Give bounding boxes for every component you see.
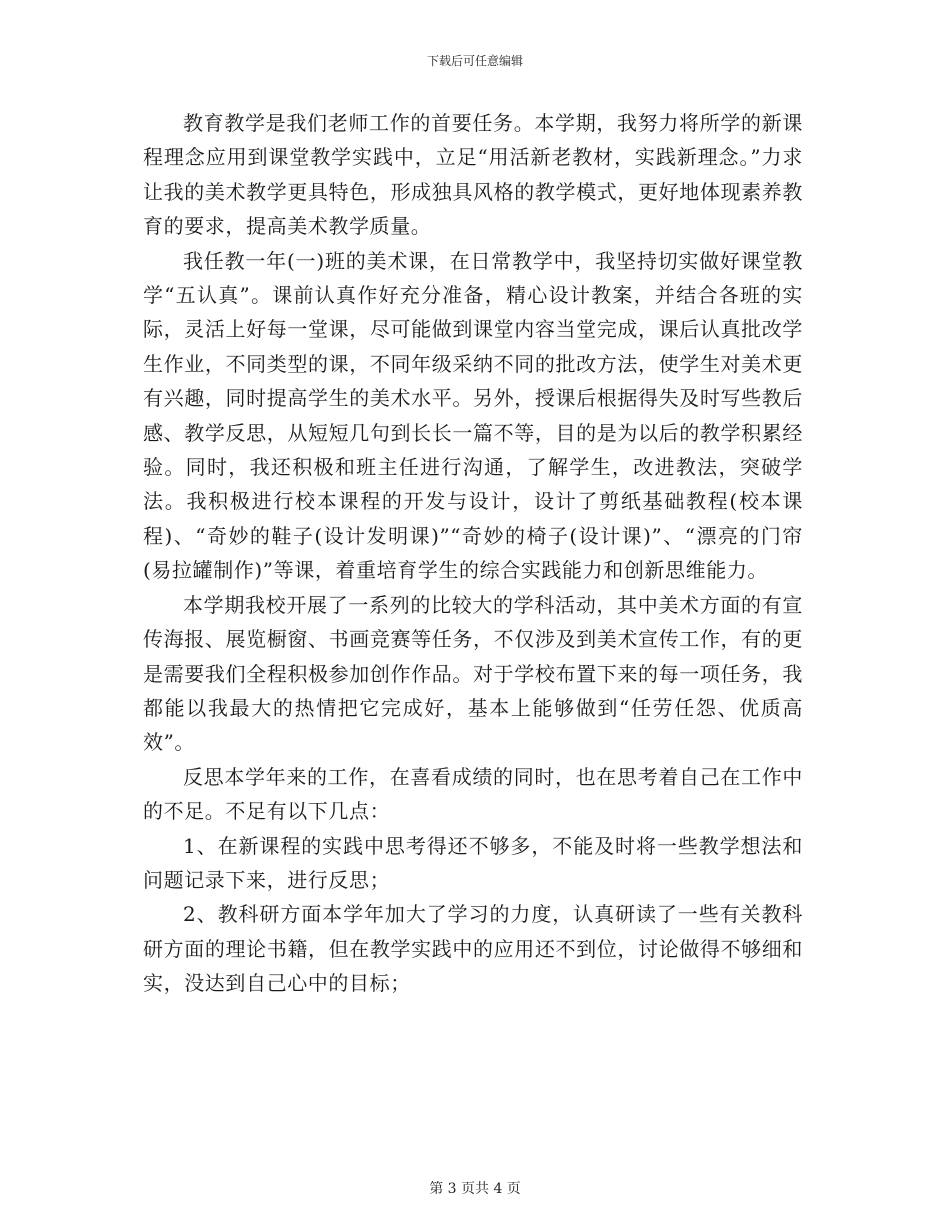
document-body <box>143 106 803 1001</box>
paragraph-2: 我任教一年(一)班的美术课，在日常教学中，我坚持切实做好课堂教学“五认真”。课前认真作好充分准备，精心设计教案，并结合各班的实际，灵活上好每一堂课，尽可能做到课堂内容当堂完成，课后认真批改学生作业，不同类型的课，不同年级采纳不同的批改方法，使学生对美术更有兴趣，同时提高学生的美术水平。另外，授课后根据得失及时写些教后感、教学反思，从短短几句到长长一篇不等，目的是为以后的教学积累经验。同时，我还积极和班主任进行沟通，了解学生，改进教法，突破学法。我积极进行校本课程的开发与设计，设计了剪纸基础教程(校本课程)、“奇妙的鞋子(设计发明课)”“奇妙的椅子(设计课)”、“漂亮的门帘(易拉罐制作)”等课，着重培育学生的综合实践能力和创新思维能力。 <box>143 248 803 583</box>
page-header: 下载后可任意编辑 <box>426 54 523 68</box>
page-footer: 第 3 页共 4 页 <box>429 1181 521 1197</box>
paragraph-5: 1、在新课程的实践中思考得还不够多，不能及时将一些教学想法和问题记录下来，进行反思； <box>143 833 803 892</box>
paragraph-4: 反思本学年来的工作，在喜看成绩的同时，也在思考着自己在工作中的不足。不足有以下几点： <box>143 764 803 824</box>
paragraph-3: 本学期我校开展了一系列的比较大的学科活动，其中美术方面的有宣传海报、展览橱窗、书画竞赛等任务，不仅涉及到美术宣传工作，有的更是需要我们全程积极参加创作作品。对于学校布置下来的每一项任务，我都能以我最大的热情把它完成好，基本上能够做到“任劳任怨、优质高效”。 <box>143 592 803 755</box>
paragraph-1: 教育教学是我们老师工作的首要任务。本学期，我努力将所学的新课程理念应用到课堂教学实践中，立足“用活新老教材，实践新理念。”力求让我的美术教学更具特色，形成独具风格的教学模式，更好地体现素养教育的要求，提高美术教学质量。 <box>143 111 803 239</box>
paragraph-6: 2、教科研方面本学年加大了学习的力度，认真研读了一些有关教科研方面的理论书籍，但在教学实践中的应用还不到位，讨论做得不够细和实，没达到自己心中的目标； <box>143 902 803 996</box>
